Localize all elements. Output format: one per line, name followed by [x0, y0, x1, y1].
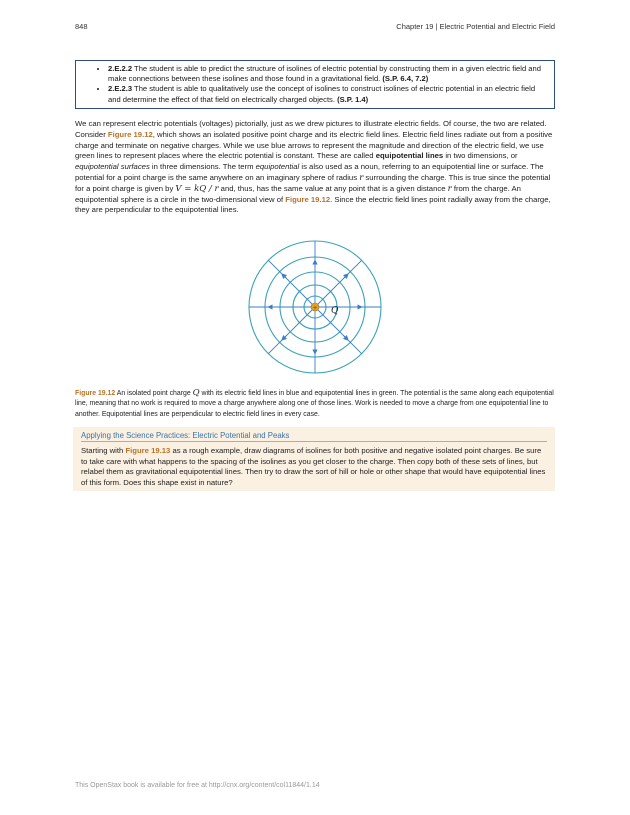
equipotential-diagram: [245, 237, 385, 377]
practice-title: Applying the Science Practices: Electric Potential and Peaks: [81, 431, 547, 442]
electric-field-line: [268, 307, 315, 354]
figure-link[interactable]: Figure 19.13: [125, 446, 171, 455]
field-arrow: [283, 275, 287, 279]
field-arrow: [343, 275, 347, 279]
field-arrow: [343, 335, 347, 339]
learning-objectives-box: [75, 60, 555, 109]
electric-field-line: [315, 260, 362, 307]
objective-item: • 2.E.2.3 The student is able to qualitatively use the concept of isolines to construct isolines of electric potential in an electric field and determine the effect of that field on electrically charged objects. (S.P. 1.4): [108, 84, 546, 104]
figure-caption: Figure 19.12 An isolated point charge Q with its electric field lines in blue and equipotential lines in green. The potential is the same along each equipotential line, meaning that no work is required to move a charge anywhere along one of those lines. Work is needed to move a charge from one equipotential line to another. Equipotential lines are perpendicular to electric field lines in every case.: [75, 388, 554, 418]
point-charge-figure: [245, 237, 385, 377]
figure-link[interactable]: Figure 19.12: [285, 194, 331, 204]
page-number: 848: [75, 22, 88, 31]
practice-text: Starting with Figure 19.13 as a rough example, draw diagrams of isolines for both positive and negative isolated point charges. Be sure to take care with what happens to the spacing of the isolines as you get closer to the charge. Then copy both of these sets of lines, but relabel them as gravitational equipotential lines. Then try to draw the sort of hill or hole or other shape that would have equipotential lines of this form. Does this shape exist in nature?: [81, 446, 546, 487]
charge-label: Q: [331, 306, 339, 316]
science-practices-box: [73, 427, 555, 491]
potential-formula: V = kQ / r: [175, 183, 219, 194]
electric-field-line: [268, 260, 315, 307]
chapter-title: Chapter 19 | Electric Potential and Electric Field: [396, 22, 555, 31]
footer-note: This OpenStax book is available for free at http://cnx.org/content/col11844/1.14: [75, 782, 320, 789]
plus-sign: +: [312, 304, 318, 312]
body-paragraph: We can represent electric potentials (voltages) pictorially, just as we drew pictures to illustrate electric fields. Of course, the two are related. Consider Figure 19.12, which shows an isolated positive point charge and its electric field lines. Electric field lines radiate out from a positive charge and terminate on negative charges. While we use blue arrows to represent the magnitude and direction of the electric field, we use green lines to represent places where the electric potential is constant. These are called equipotential lines in two dimensions, or equipotential surfaces in three dimensions. The term equipotential is also used as a noun, referring to an equipotential line or surface. The potential for a point charge is the same anywhere on an imaginary sphere of radius r surrounding the charge. This is true since the potential for a point charge is given by V = kQ / r and, thus, has the same value at any point that is a given distance r from the charge. An equipotential sphere is a circle in the two-dimensional view of Figure 19.12. Since the electric field lines point radially away from the charge, they are perpendicular to the equipotential lines.: [75, 119, 553, 215]
objective-item: • 2.E.2.2 The student is able to predict the structure of isolines of electric potential by constructing them in a given electric field and make connections between these isolines and those found in a gravitational field. (S.P. 6.4, 7.2): [108, 64, 546, 84]
field-arrow: [283, 335, 287, 339]
figure-link[interactable]: Figure 19.12: [107, 129, 153, 139]
